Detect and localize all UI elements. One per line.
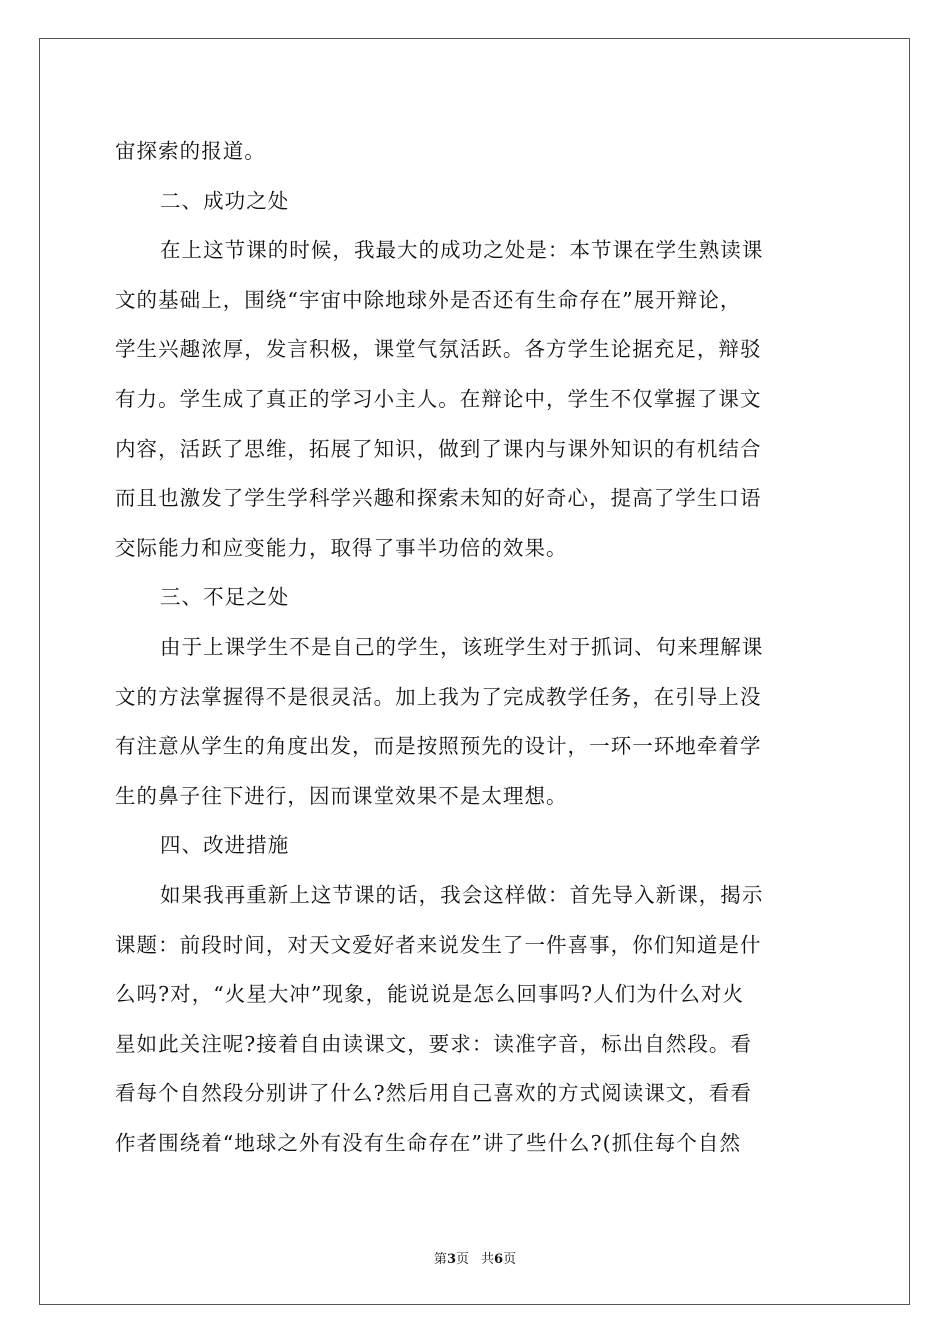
text-line: 作者围绕着“地球之外有没有生命存在”讲了些什么?(抓住每个自然 bbox=[115, 1130, 741, 1155]
page-number-prefix: 第 bbox=[433, 1252, 447, 1267]
total-pages-prefix: 共 bbox=[481, 1252, 495, 1267]
page-number-suffix: 页 bbox=[455, 1252, 469, 1267]
total-pages-suffix: 页 bbox=[503, 1252, 517, 1267]
page-footer bbox=[0, 1248, 950, 1267]
text-line: 生的鼻子往下进行，因而课堂效果不是太理想。 bbox=[115, 783, 568, 808]
text-line: 看每个自然段分别讲了什么?然后用自己喜欢的方式阅读课文，看看 bbox=[115, 1081, 752, 1106]
text-line: 有力。学生成了真正的学习小主人。在辩论中，学生不仅掌握了课文 bbox=[115, 386, 762, 411]
document-body bbox=[115, 127, 835, 1168]
text-line: 而且也激发了学生学科学兴趣和探索未知的好奇心，提高了学生口语 bbox=[115, 486, 762, 511]
text-line: 在上这节课的时候，我最大的成功之处是：本节课在学生熟读课 bbox=[160, 238, 764, 263]
text-line: 内容，活跃了思维，拓展了知识，做到了课内与课外知识的有机结合 bbox=[115, 436, 762, 461]
text-line: 有注意从学生的角度出发，而是按照预先的设计，一环一环地牵着学 bbox=[115, 734, 762, 759]
section-heading-improvements: 四、改进措施 bbox=[160, 833, 290, 858]
text-line: 么吗?对，“火星大冲”现象，能说说是怎么回事吗?人们为什么对火 bbox=[115, 982, 744, 1007]
text-line: 课题：前段时间，对天文爱好者来说发生了一件喜事，你们知道是什 bbox=[115, 932, 762, 957]
section-heading-success: 二、成功之处 bbox=[160, 188, 290, 213]
current-page-number: 3 bbox=[446, 1252, 456, 1267]
text-line: 星如此关注呢?接着自由读课文，要求：读准字音，标出自然段。看 bbox=[115, 1031, 752, 1056]
section-heading-shortcomings: 三、不足之处 bbox=[160, 585, 290, 610]
text-line: 交际能力和应变能力，取得了事半功倍的效果。 bbox=[115, 535, 568, 560]
text-line: 文的基础上，围绕“宇宙中除地球外是否还有生命存在”展开辩论， bbox=[115, 287, 742, 312]
total-page-count: 6 bbox=[494, 1252, 504, 1267]
text-line: 宙探索的报道。 bbox=[115, 139, 266, 163]
text-line: 如果我再重新上这节课的话，我会这样做：首先导入新课，揭示 bbox=[160, 882, 764, 907]
text-line: 由于上课学生不是自己的学生，该班学生对于抓词、句来理解课 bbox=[160, 634, 764, 659]
text-line: 文的方法掌握得不是很灵活。加上我为了完成教学任务，在引导上没 bbox=[115, 684, 762, 709]
text-line: 学生兴趣浓厚，发言积极，课堂气氛活跃。各方学生论据充足，辩驳 bbox=[115, 337, 762, 362]
